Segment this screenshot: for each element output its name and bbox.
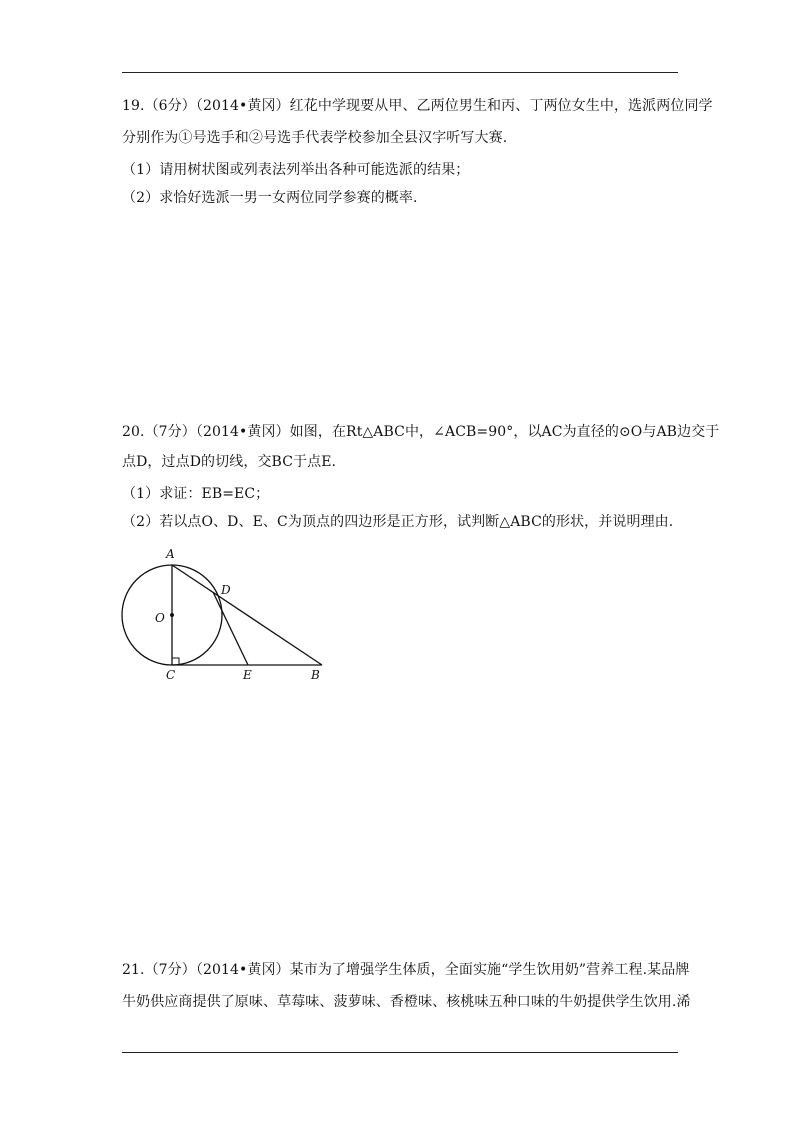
right-angle-mark xyxy=(172,658,179,665)
header-rule xyxy=(122,72,678,73)
q20-stem-line-1: 20.（7分）（2014•黄冈）如图，在Rt△ABC中，∠ACB=90°，以AC为直径的⊙O与AB边交于 xyxy=(122,424,720,440)
q19-stem-line-2: 分别作为①号选手和②号选手代表学校参加全县汉字听写大赛. xyxy=(122,130,508,146)
q19-part-1: （1）请用树状图或列表法列举出各种可能选派的结果； xyxy=(122,162,470,178)
segment-ab xyxy=(172,565,322,665)
q19-part-2: （2）求恰好选派一男一女两位同学参赛的概率. xyxy=(122,190,418,206)
q21-stem-line-2: 牛奶供应商提供了原味、草莓味、菠萝味、香橙味、核桃味五种口味的牛奶提供学生饮用.浠 xyxy=(122,994,691,1010)
label-a: A xyxy=(166,547,175,561)
q21-stem-line-1: 21.（7分）（2014•黄冈）某市为了增强学生体质，全面实施“学生饮用奶”营养工程.某品牌 xyxy=(122,962,690,978)
geometry-figure xyxy=(112,540,332,680)
label-c: C xyxy=(166,668,176,680)
q19-stem-line-1: 19.（6分）（2014•黄冈）红花中学现要从甲、乙两位男生和丙、丁两位女生中，选派两位同学 xyxy=(122,98,713,114)
label-o: O xyxy=(155,611,165,625)
footer-rule xyxy=(122,1052,678,1053)
point-o xyxy=(170,613,174,617)
q20-stem-line-2: 点D，过点D的切线，交BC于点E. xyxy=(122,454,337,470)
label-d: D xyxy=(221,583,231,597)
q20-part-1: （1）求证：EB=EC； xyxy=(122,486,270,502)
segment-de xyxy=(213,592,248,665)
label-e: E xyxy=(243,668,252,680)
q20-part-2: （2）若以点O、D、E、C为顶点的四边形是正方形，试判断△ABC的形状，并说明理由. xyxy=(122,514,674,530)
label-b: B xyxy=(311,668,320,680)
geometry-diagram xyxy=(112,540,332,680)
